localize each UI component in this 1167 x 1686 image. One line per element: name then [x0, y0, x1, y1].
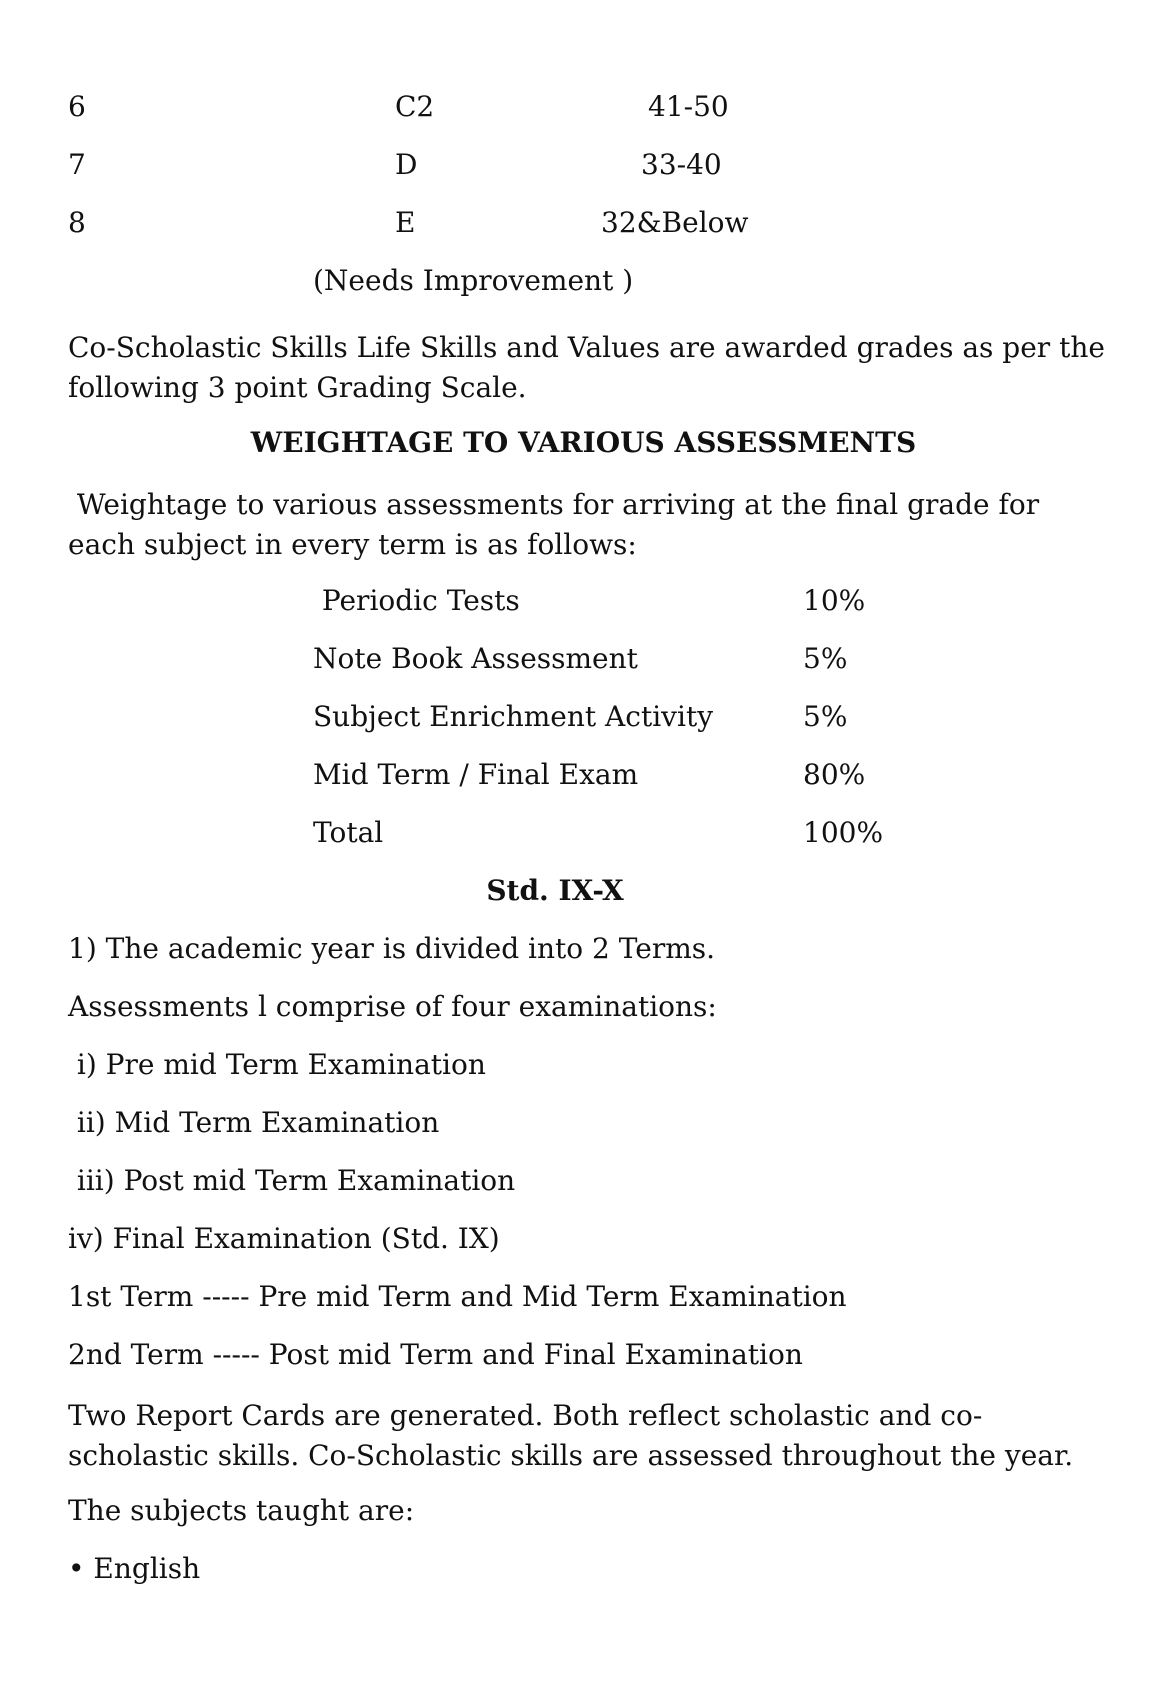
grade-range: 33-40 — [641, 148, 722, 181]
coscholastic-paragraph: Co-Scholastic Skills Life Skills and Values are awarded grades as per the following 3 point Grading Scale. — [68, 331, 1105, 404]
weightage-value: 80% — [803, 758, 866, 791]
term2-line: 2nd Term ----- Post mid Term and Final Examination — [68, 1338, 803, 1371]
weightage-label: Note Book Assessment — [313, 642, 638, 675]
grade-letter: E — [395, 206, 416, 239]
grade-range: 32&Below — [601, 206, 749, 239]
weightage-label: Total — [313, 816, 384, 849]
weightage-value: 5% — [803, 700, 848, 733]
list-item: ii) Mid Term Examination — [68, 1106, 440, 1139]
assessments-line: Assessments l comprise of four examinations: — [68, 990, 717, 1023]
weightage-value: 100% — [803, 816, 884, 849]
grade-letter: C2 — [395, 90, 435, 123]
academic-year-line: 1) The academic year is divided into 2 Terms. — [68, 932, 716, 965]
weightage-value: 10% — [803, 584, 866, 617]
weightage-label: Periodic Tests — [313, 584, 520, 617]
grade-number: 8 — [68, 206, 86, 239]
grade-letter: D — [395, 148, 418, 181]
subject-name: English — [93, 1552, 201, 1585]
list-item: i) Pre mid Term Examination — [68, 1048, 486, 1081]
term1-line: 1st Term ----- Pre mid Term and Mid Term Examination — [68, 1280, 847, 1313]
weightage-value: 5% — [803, 642, 848, 675]
list-item: iv) Final Examination (Std. IX) — [68, 1222, 500, 1255]
grade-range: 41-50 — [648, 90, 729, 123]
list-item: iii) Post mid Term Examination — [68, 1164, 516, 1197]
grade-number: 7 — [68, 148, 86, 181]
weightage-label: Subject Enrichment Activity — [313, 700, 714, 733]
grade-note: (Needs Improvement ) — [313, 264, 634, 297]
weightage-label: Mid Term / Final Exam — [313, 758, 639, 791]
grade-number: 6 — [68, 90, 86, 123]
report-cards-paragraph: Two Report Cards are generated. Both reflect scholastic and co-scholastic skills. Co-Scholastic skills are assessed throughout the year. — [68, 1399, 1074, 1472]
bullet-icon: • — [68, 1552, 85, 1585]
weightage-heading: WEIGHTAGE TO VARIOUS ASSESSMENTS — [250, 426, 917, 459]
weightage-intro: Weightage to various assessments for arriving at the final grade for each subject in every term is as follows: — [68, 488, 1048, 561]
subjects-intro: The subjects taught are: — [68, 1494, 415, 1527]
std-heading: Std. IX-X — [486, 874, 624, 907]
list-item — [68, 1552, 200, 1586]
